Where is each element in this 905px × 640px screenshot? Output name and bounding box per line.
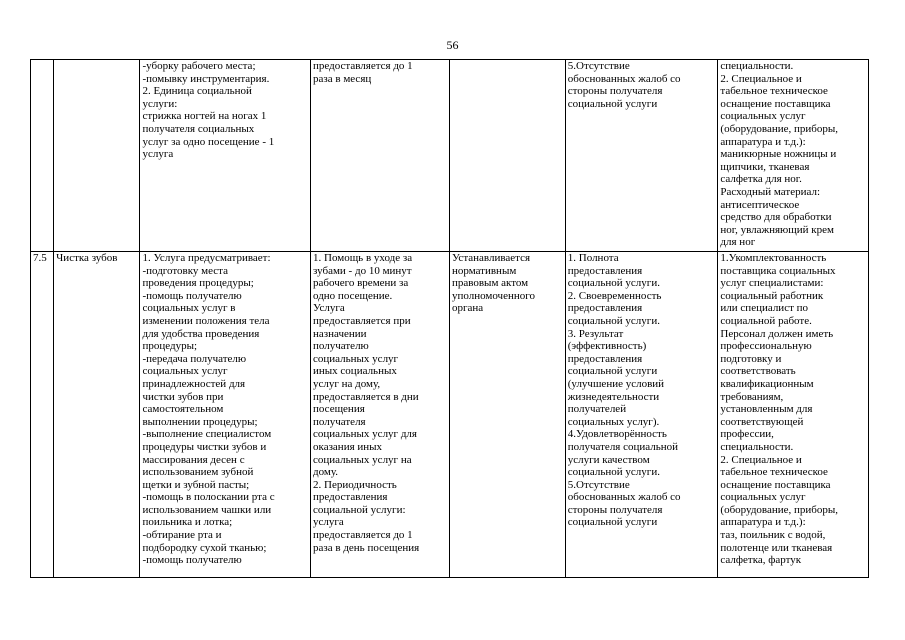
cell-text-line: -обтирание рта и (142, 529, 222, 542)
cell-text-line: стороны получателя (567, 503, 663, 516)
cell-text-line: Устанавливается (451, 252, 531, 264)
cell-text-line: стороны получателя (567, 85, 663, 98)
cell-text-line: антисептическое (720, 198, 800, 211)
cell-text-line: социальной услуги (567, 97, 658, 110)
cell-text-line: услуг специалистами: (720, 277, 824, 290)
cell-text-line: (улучшение условий (567, 377, 665, 390)
cell-text-line: социальной услуги. (567, 466, 660, 479)
cell-text-line: социальных услуг (313, 352, 399, 365)
cell-text-line: предоставления (567, 264, 643, 277)
cell-text-line: для ног (720, 236, 756, 249)
cell-text-line: раза в месяц (313, 72, 372, 85)
cell-text-line: 1. Услуга предусматривает: (142, 252, 271, 264)
cell-text-line: иных социальных (313, 365, 397, 378)
cell-text-line: получателя социальных (142, 122, 255, 135)
cell-text-line: выполнении процедуры; (142, 415, 258, 428)
cell-text-line: обоснованных жалоб со (567, 72, 681, 85)
cell-text-line: обоснованных жалоб со (567, 491, 681, 504)
cell-text-line: социальной услуги (567, 516, 658, 529)
cell-text-line: услуги качеством (567, 453, 650, 466)
cell-text-line: 3. Результат (567, 327, 624, 340)
cell-text-line: услуга (142, 148, 174, 161)
cell-text-line: 5.Отсутствие (567, 60, 630, 72)
cell-text-line: таз, поильник с водой, (720, 529, 826, 542)
cell-text-line: чистки зубов при (142, 390, 224, 403)
cell-number (31, 252, 54, 578)
cell-service-name (54, 60, 140, 252)
cell-text-line: изменении положения тела (142, 314, 270, 327)
cell-text-line: соответствовать (720, 365, 796, 378)
cell-service-content (140, 60, 311, 252)
cell-text-line: ног, увлажняющий крем (720, 223, 834, 236)
cell-text-line: Персонал должен иметь (720, 327, 834, 340)
cell-text-line: -помощь получателю (142, 554, 242, 567)
cell-text-line: средство для обработки (720, 211, 832, 224)
cell-text-line: специальности. (720, 440, 794, 453)
cell-service-name (54, 252, 140, 578)
cell-text-line: аппаратура и т.д.): (720, 516, 806, 529)
cell-text-line: аппаратура и т.д.): (720, 135, 806, 148)
cell-conditions (718, 252, 869, 578)
services-table (30, 59, 869, 578)
cell-quality-indicators (565, 60, 718, 252)
cell-text-line: предоставляется в дни (313, 390, 419, 403)
cell-text-line: раза в день посещения (313, 541, 420, 554)
cell-text-line: посещения (313, 403, 365, 416)
cell-text-line: 2. Периодичность (313, 478, 397, 491)
cell-text-line: услуги: (142, 97, 178, 110)
cell-conditions (718, 60, 869, 252)
cell-text-line: поильника и лотка; (142, 516, 233, 529)
cell-text-line: уполномоченного (451, 289, 535, 302)
cell-text-line: принадлежностей для (142, 377, 246, 390)
cell-text-line: 1. Помощь в уходе за (313, 252, 413, 264)
cell-text-line: социальных услуг (142, 365, 228, 378)
cell-text-line: -помывку инструментария. (142, 72, 270, 85)
cell-text-line: полотенце или тканевая (720, 541, 833, 554)
cell-text-line: услуг за одно посещение - 1 (142, 135, 275, 148)
cell-text-line: щетки и зубной пасты; (142, 478, 250, 491)
cell-text-line: (оборудование, приборы, (720, 122, 839, 135)
cell-text-line: щипчики, тканевая (720, 160, 810, 173)
cell-text-line: подготовку и (720, 352, 782, 365)
cell-text-line: процедуры; (142, 340, 198, 353)
cell-text-line: предоставляется до 1 (313, 60, 413, 72)
cell-text-line: массирования десен с (142, 453, 245, 466)
cell-text-line: социальных услуг (720, 491, 806, 504)
cell-text-line: 2. Единица социальной (142, 85, 252, 98)
cell-text-line: (эффективность) (567, 340, 647, 353)
cell-text-line: социальных услуг (720, 110, 806, 123)
cell-text-line: табельное техническое (720, 466, 828, 479)
cell-text-line: 2. Своевременность (567, 289, 662, 302)
cell-text-line: самостоятельном (142, 403, 224, 416)
cell-service-terms (311, 60, 450, 252)
cell-text-line: -уборку рабочего места; (142, 60, 256, 72)
cell-text-line: предоставления (313, 491, 388, 504)
cell-text-line: процедуры чистки зубов и (142, 440, 267, 453)
cell-norms (449, 60, 565, 252)
cell-text-line: предоставляется при (313, 314, 411, 327)
cell-text-line: оснащение поставщика (720, 478, 831, 491)
cell-text-line: -выполнение специалистом (142, 428, 272, 441)
cell-text-line: салфетка для ног. (720, 173, 802, 186)
cell-text-line: услуга (313, 516, 344, 529)
cell-service-terms (311, 252, 450, 578)
cell-text-line: нормативным (451, 264, 517, 277)
cell-text-line: социальной услуги (567, 365, 658, 378)
cell-text-line: Расходный материал: (720, 185, 821, 198)
cell-text-line: одно посещение. (313, 289, 393, 302)
cell-text-line: оснащение поставщика (720, 97, 831, 110)
cell-text-line: дому. (313, 466, 339, 479)
cell-text-line: оказания иных (313, 440, 383, 453)
cell-number (31, 60, 54, 252)
cell-service-content (140, 252, 311, 578)
cell-text-line: Чистка зубов (56, 252, 118, 264)
cell-text-line: -помощь в полоскании рта с (142, 491, 275, 504)
cell-text-line: использованием зубной (142, 466, 254, 479)
table-row (31, 252, 869, 578)
cell-text-line: социальных услуг). (567, 415, 660, 428)
cell-text-line: -подготовку места (142, 264, 229, 277)
cell-text-line: или специалист по (720, 302, 809, 315)
cell-text-line: социальных услуг в (142, 302, 236, 315)
cell-norms (449, 252, 565, 578)
cell-text-line: профессиональную (720, 340, 812, 353)
cell-text-line: установленным для (720, 403, 813, 416)
cell-text-line: использованием чашки или (142, 503, 272, 516)
cell-text-line: -передача получателю (142, 352, 247, 365)
cell-text-line: 4.Удовлетворённость (567, 428, 667, 441)
cell-text-line: социальной услуги: (313, 503, 406, 516)
cell-text-line: специальности. (720, 60, 794, 72)
cell-text-line: социальных услуг для (313, 428, 417, 441)
cell-text-line: салфетка, фартук (720, 554, 802, 567)
cell-quality-indicators (565, 252, 718, 578)
cell-text-line: социальной работе. (720, 314, 812, 327)
cell-text-line: поставщика социальных (720, 264, 836, 277)
cell-text-line: социальной услуги. (567, 277, 660, 290)
cell-text-line: предоставления (567, 352, 643, 365)
cell-text-line: 5.Отсутствие (567, 478, 630, 491)
cell-text-line: социальной услуги. (567, 314, 660, 327)
cell-text-line: предоставления (567, 302, 643, 315)
cell-text-line: подбородку сухой тканью; (142, 541, 267, 554)
page-number: 56 (446, 38, 459, 52)
cell-text-line: квалификационным (720, 377, 814, 390)
cell-text-line: табельное техническое (720, 85, 828, 98)
cell-text-line: рабочего времени за (313, 277, 409, 290)
cell-text-line: 1.Укомплектованность (720, 252, 827, 264)
cell-text-line: для удобства проведения (142, 327, 260, 340)
cell-text-line: профессии, (720, 428, 774, 441)
cell-text-line: 2. Специальное и (720, 453, 802, 466)
cell-text-line: жизнедеятельности (567, 390, 660, 403)
cell-text-line: получателю (313, 340, 369, 353)
cell-text-line: маникюрные ножницы и (720, 148, 837, 161)
cell-text-line: проведения процедуры; (142, 277, 254, 290)
cell-text-line: 7.5 (33, 252, 47, 264)
cell-text-line: органа (451, 302, 484, 315)
cell-text-line: -помощь получателю (142, 289, 242, 302)
cell-text-line: требованиям, (720, 390, 784, 403)
cell-text-line: правовым актом (451, 277, 529, 290)
cell-text-line: Услуга (313, 302, 345, 315)
cell-text-line: зубами - до 10 минут (313, 264, 412, 277)
cell-text-line: (оборудование, приборы, (720, 503, 839, 516)
cell-text-line: предоставляется до 1 (313, 529, 413, 542)
cell-text-line: 2. Специальное и (720, 72, 802, 85)
cell-text-line: назначении (313, 327, 367, 340)
cell-text-line: получателя социальной (567, 440, 679, 453)
cell-text-line: получателей (567, 403, 627, 416)
cell-text-line: социальных услуг на (313, 453, 412, 466)
cell-text-line: услуг на дому, (313, 377, 381, 390)
cell-text-line: соответствующей (720, 415, 804, 428)
cell-text-line: стрижка ногтей на ногах 1 (142, 110, 267, 123)
table-row (31, 60, 869, 252)
cell-text-line: 1. Полнота (567, 252, 619, 264)
cell-text-line: социальный работник (720, 289, 824, 302)
cell-text-line: получателя (313, 415, 366, 428)
